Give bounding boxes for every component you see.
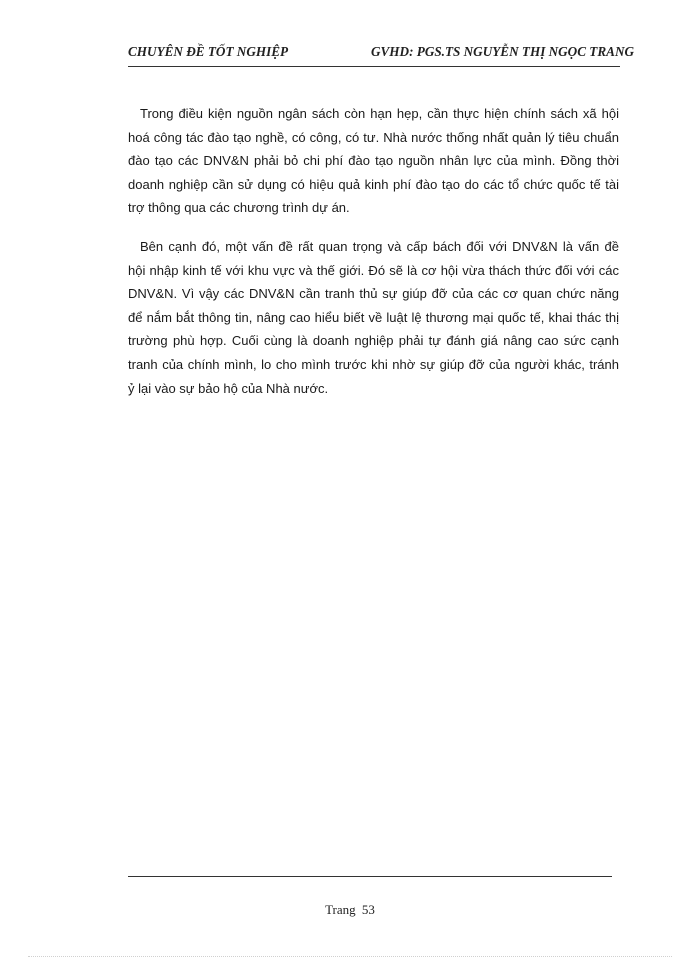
paragraph-line: Trong điều kiện nguồn ngân sách còn hạn hẹp, cần thực hiện chính sách xã hội [140,106,619,121]
paragraph-line: Bên cạnh đó, một vấn đề rất quan trọng và cấp bách đối với DNV&N là vấn đề [140,238,619,254]
paragraph-line: trường phù hợp. Cuối cùng là doanh nghiệp phải tự đánh giá nâng cao sức cạnh [128,333,619,349]
header-supervisor: GVHD: PGS.TS NGUYỄN THỊ NGỌC TRANG [370,44,634,59]
paragraph-line: hội nhập kinh tế với khu vực và thế giới. Đó sẽ là cơ hội vừa thách thức đối với các [128,262,619,278]
footer-divider [128,876,612,877]
document-body [128,102,619,415]
paragraph-line: để nắm bắt thông tin, nâng cao hiểu biết về luật lệ thương mại quốc tế, khai thác thị [128,309,619,325]
paragraph-line: DNV&N. Vì vậy các DNV&N cần tranh thủ sự giúp đỡ của các cơ quan chức năng [128,286,619,302]
paragraph-2 [128,235,619,400]
paragraph-line: trợ thông qua các chương trình dự án. [128,200,350,216]
paragraph-line: hoá công tác đào tạo nghề, có công, có tư. Nhà nước thống nhất quản lý tiêu chuẩn [128,129,619,145]
paragraph-line: ỷ lại vào sự bảo hộ của Nhà nước. [128,380,329,396]
page-number: Trang 53 [325,902,375,917]
paragraph-line: đào tạo các DNV&N phải bỏ chi phí đào tạo nguồn nhân lực của mình. Đồng thời [128,153,619,169]
page-edge [28,956,672,957]
header-thesis-title: CHUYÊN ĐỀ TỐT NGHIỆP [128,44,289,59]
header-divider [128,66,620,67]
page-header [128,44,634,64]
paragraph-1 [128,102,619,220]
paragraph-line: doanh nghiệp cần sử dụng có hiệu quả kinh phí đào tạo do các tổ chức quốc tế tài [128,176,619,192]
paragraph-line: tranh của chính mình, lo cho mình trước khi nhờ sự giúp đỡ của người khác, tránh [128,356,619,372]
